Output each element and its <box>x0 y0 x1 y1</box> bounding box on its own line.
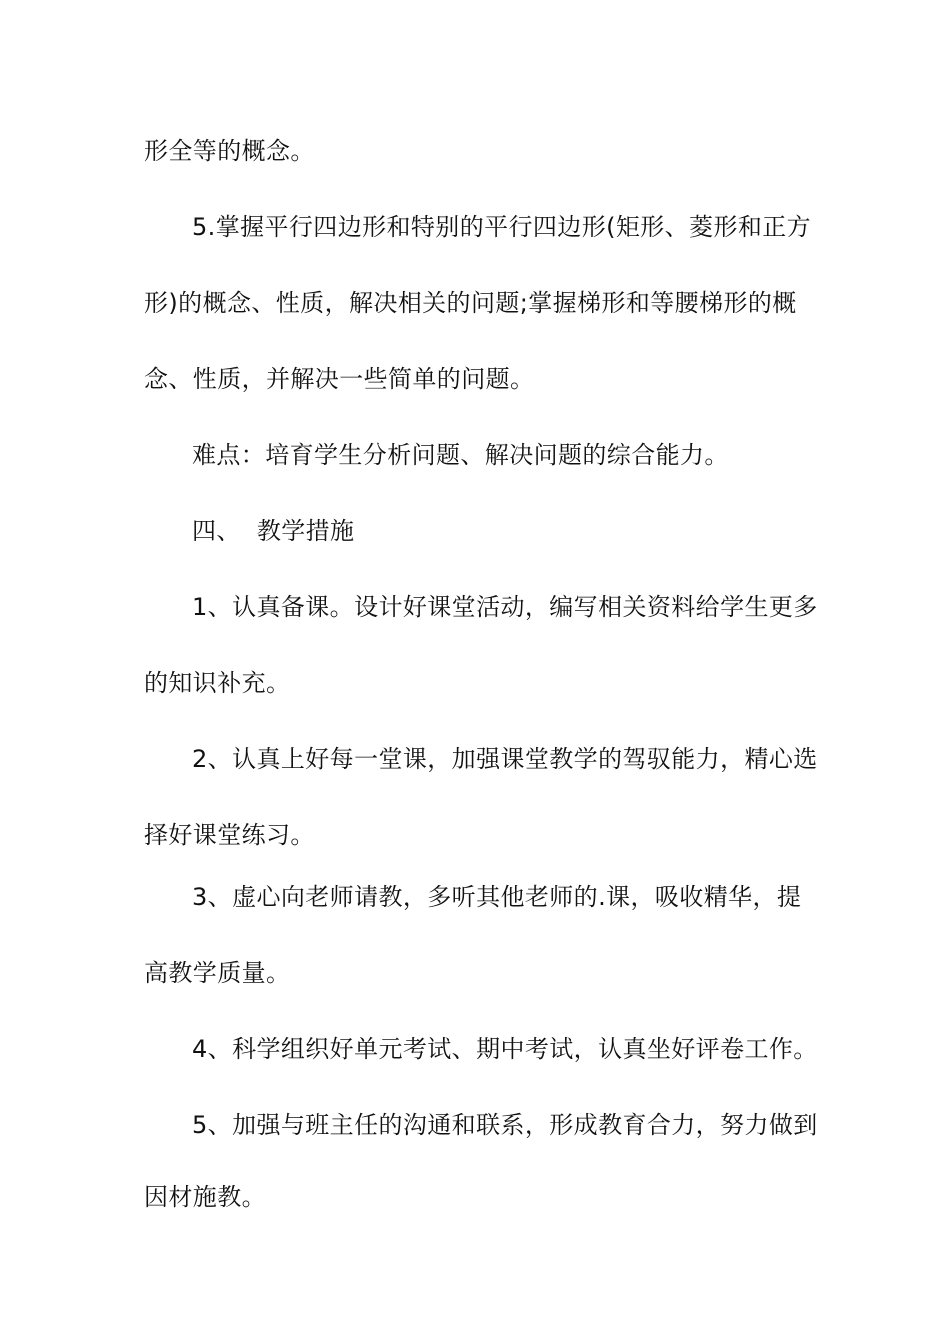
text-line: 2、认真上好每一堂课，加强课堂教学的驾驭能力，精心选 <box>192 745 818 773</box>
text-line: 的知识补充。 <box>144 669 291 697</box>
text-line: 5、加强与班主任的沟通和联系，形成教育合力，努力做到 <box>192 1111 818 1139</box>
text-line: 形全等的概念。 <box>144 137 315 165</box>
text-line: 因材施教。 <box>144 1183 266 1211</box>
text-line: 形)的概念、性质，解决相关的问题;掌握梯形和等腰梯形的概 <box>144 289 797 317</box>
text-line: 3、虚心向老师请教，多听其他老师的.课，吸收精华，提 <box>192 883 802 911</box>
text-line: 4、科学组织好单元考试、期中考试，认真坐好评卷工作。 <box>192 1035 818 1063</box>
text-line: 5.掌握平行四边形和特别的平行四边形(矩形、菱形和正方 <box>192 213 812 241</box>
text-line: 难点：培育学生分析问题、解决问题的综合能力。 <box>192 441 729 469</box>
text-line: 高教学质量。 <box>144 959 291 987</box>
text-line: 1、认真备课。设计好课堂活动，编写相关资料给学生更多 <box>192 593 818 621</box>
text-line: 念、性质，并解决一些简单的问题。 <box>144 365 535 393</box>
section-heading: 四、 教学措施 <box>192 517 355 545</box>
text-line: 择好课堂练习。 <box>144 821 315 849</box>
